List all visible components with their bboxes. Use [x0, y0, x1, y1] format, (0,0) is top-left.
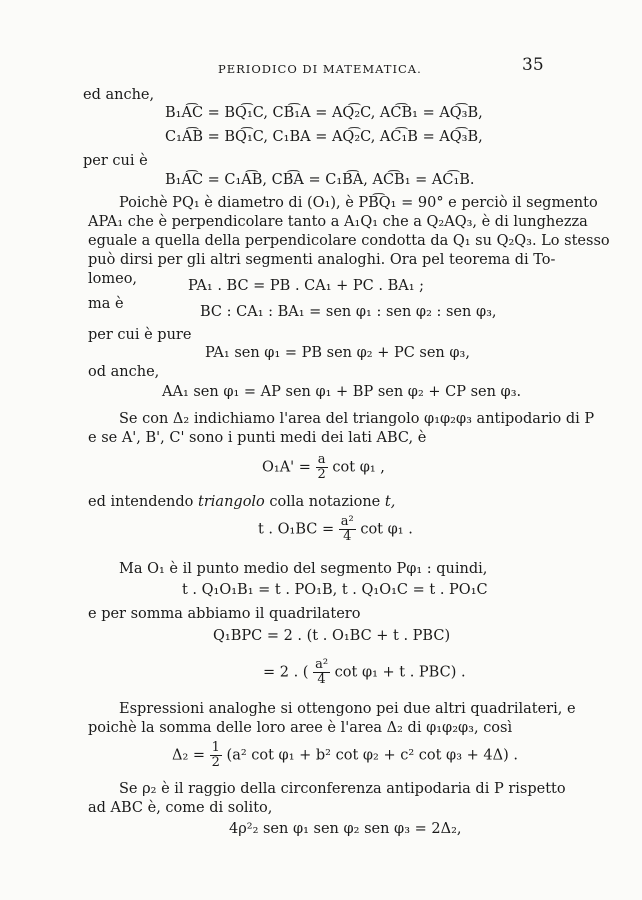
paragraph-line: e se A', B', C' sono i punti medi dei lati ABC, è: [88, 430, 427, 446]
running-title: PERIODICO DI MATEMATICA.: [218, 62, 422, 76]
paragraph-line: Poichè PQ₁ è diametro di (O₁), è PB͡Q₁ = 90° e perciò il segmento: [119, 195, 598, 211]
formula-rhs: (a² cot φ₁ + b² cot φ₂ + c² cot φ₃ + 4Δ) .: [226, 747, 518, 764]
fraction-numerator: a: [316, 453, 328, 468]
formula-to1bc: [258, 515, 413, 544]
equation-line: B₁A͡C = BQ͡₁C, CB͡₁A = AQ͡₂C, AC͡B₁ = AQ͡₃B,: [165, 105, 483, 121]
italic-term: triangolo: [198, 494, 265, 510]
fraction-denominator: 4: [317, 672, 326, 687]
paragraph-line: APA₁ che è perpendicolare tanto a A₁Q₁ che a Q₂AQ₃, è di lunghezza: [88, 214, 588, 230]
text-line: ma è: [88, 296, 124, 312]
equation-line: t . Q₁O₁B₁ = t . PO₁B, t . Q₁O₁C = t . PO₁C: [182, 582, 488, 598]
formula-lhs: = 2 . (: [263, 664, 309, 681]
text-line: ed anche,: [83, 87, 155, 103]
equation-line: C₁A͡B = BQ͡₁C, C₁BA = AQ͡₂C, AC͡₁B = AQ͡₃B,: [165, 129, 483, 145]
equation-line: PA₁ . BC = PB . CA₁ + PC . BA₁ ;: [188, 278, 425, 294]
paragraph-line: eguale a quella della perpendicolare condotta da Q₁ su Q₂Q₃. Lo stesso: [88, 233, 610, 249]
formula-q-line2: [263, 658, 466, 687]
formula-rhs: cot φ₁ ,: [332, 459, 385, 476]
equation-line: BC : CA₁ : BA₁ = sen φ₁ : sen φ₂ : sen φ₃,: [200, 304, 497, 320]
fraction: [339, 515, 356, 544]
fraction-denominator: 2: [211, 755, 220, 770]
text-line: per cui è: [83, 153, 148, 169]
equation-line: 4ρ²₂ sen φ₁ sen φ₂ sen φ₃ = 2Δ₂,: [229, 821, 462, 837]
formula-delta: [172, 741, 518, 770]
paragraph-line: lomeo,: [88, 271, 138, 287]
fraction: [210, 741, 222, 770]
page-number: 35: [522, 55, 544, 75]
fraction-numerator: 1: [211, 740, 220, 755]
text-line: od anche,: [88, 364, 160, 380]
text-segment: ed intendendo: [88, 494, 194, 510]
equation-line: Q₁BPC = 2 . (t . O₁BC + t . PBC): [213, 628, 451, 644]
fraction: [313, 658, 330, 687]
equation-line: PA₁ sen φ₁ = PB sen φ₂ + PC sen φ₃,: [205, 345, 470, 361]
formula-lhs: t . O₁BC =: [258, 521, 335, 538]
formula-o1a: [262, 453, 385, 482]
paragraph-line: può dirsi per gli altri segmenti analoghi. Ora pel teorema di To-: [88, 252, 556, 268]
formula-rhs: cot φ₁ + t . PBC) .: [334, 664, 466, 681]
fraction-denominator: 2: [317, 467, 326, 482]
text-line: e per somma abbiamo il quadrilatero: [88, 606, 361, 622]
paragraph-line: Espressioni analoghe si ottengono pei due altri quadrilateri, e: [119, 701, 576, 717]
paragraph-line: Ma O₁ è il punto medio del segmento Pφ₁ : quindi,: [119, 561, 488, 577]
text-segment: colla notazione: [269, 494, 381, 510]
formula-lhs: Δ₂ =: [172, 747, 206, 764]
fraction-denominator: 4: [343, 529, 352, 544]
equation-line: B₁A͡C = C₁A͡B, CB͡A = C₁B͡A, AC͡B₁ = AC͡₁B.: [165, 172, 475, 188]
paragraph-line: Se con Δ₂ indichiamo l'area del triangolo φ₁φ₂φ₃ antipodario di P: [119, 411, 595, 427]
equation-line: AA₁ sen φ₁ = AP sen φ₁ + BP sen φ₂ + CP sen φ₃.: [162, 384, 522, 400]
fraction: [316, 453, 328, 482]
fraction-numerator: a²: [340, 514, 354, 529]
italic-term: t,: [384, 494, 396, 510]
paragraph-line: poichè la somma delle loro aree è l'area Δ₂ di φ₁φ₂φ₃, così: [88, 720, 513, 736]
paragraph-line: Se ρ₂ è il raggio della circonferenza antipodaria di P rispetto: [119, 781, 566, 797]
paragraph-line: ad ABC è, come di solito,: [88, 800, 273, 816]
paragraph-line: [88, 493, 395, 511]
text-line: per cui è pure: [88, 327, 192, 343]
fraction-numerator: a²: [315, 657, 329, 672]
formula-lhs: O₁A' =: [262, 459, 311, 476]
formula-rhs: cot φ₁ .: [360, 521, 413, 538]
